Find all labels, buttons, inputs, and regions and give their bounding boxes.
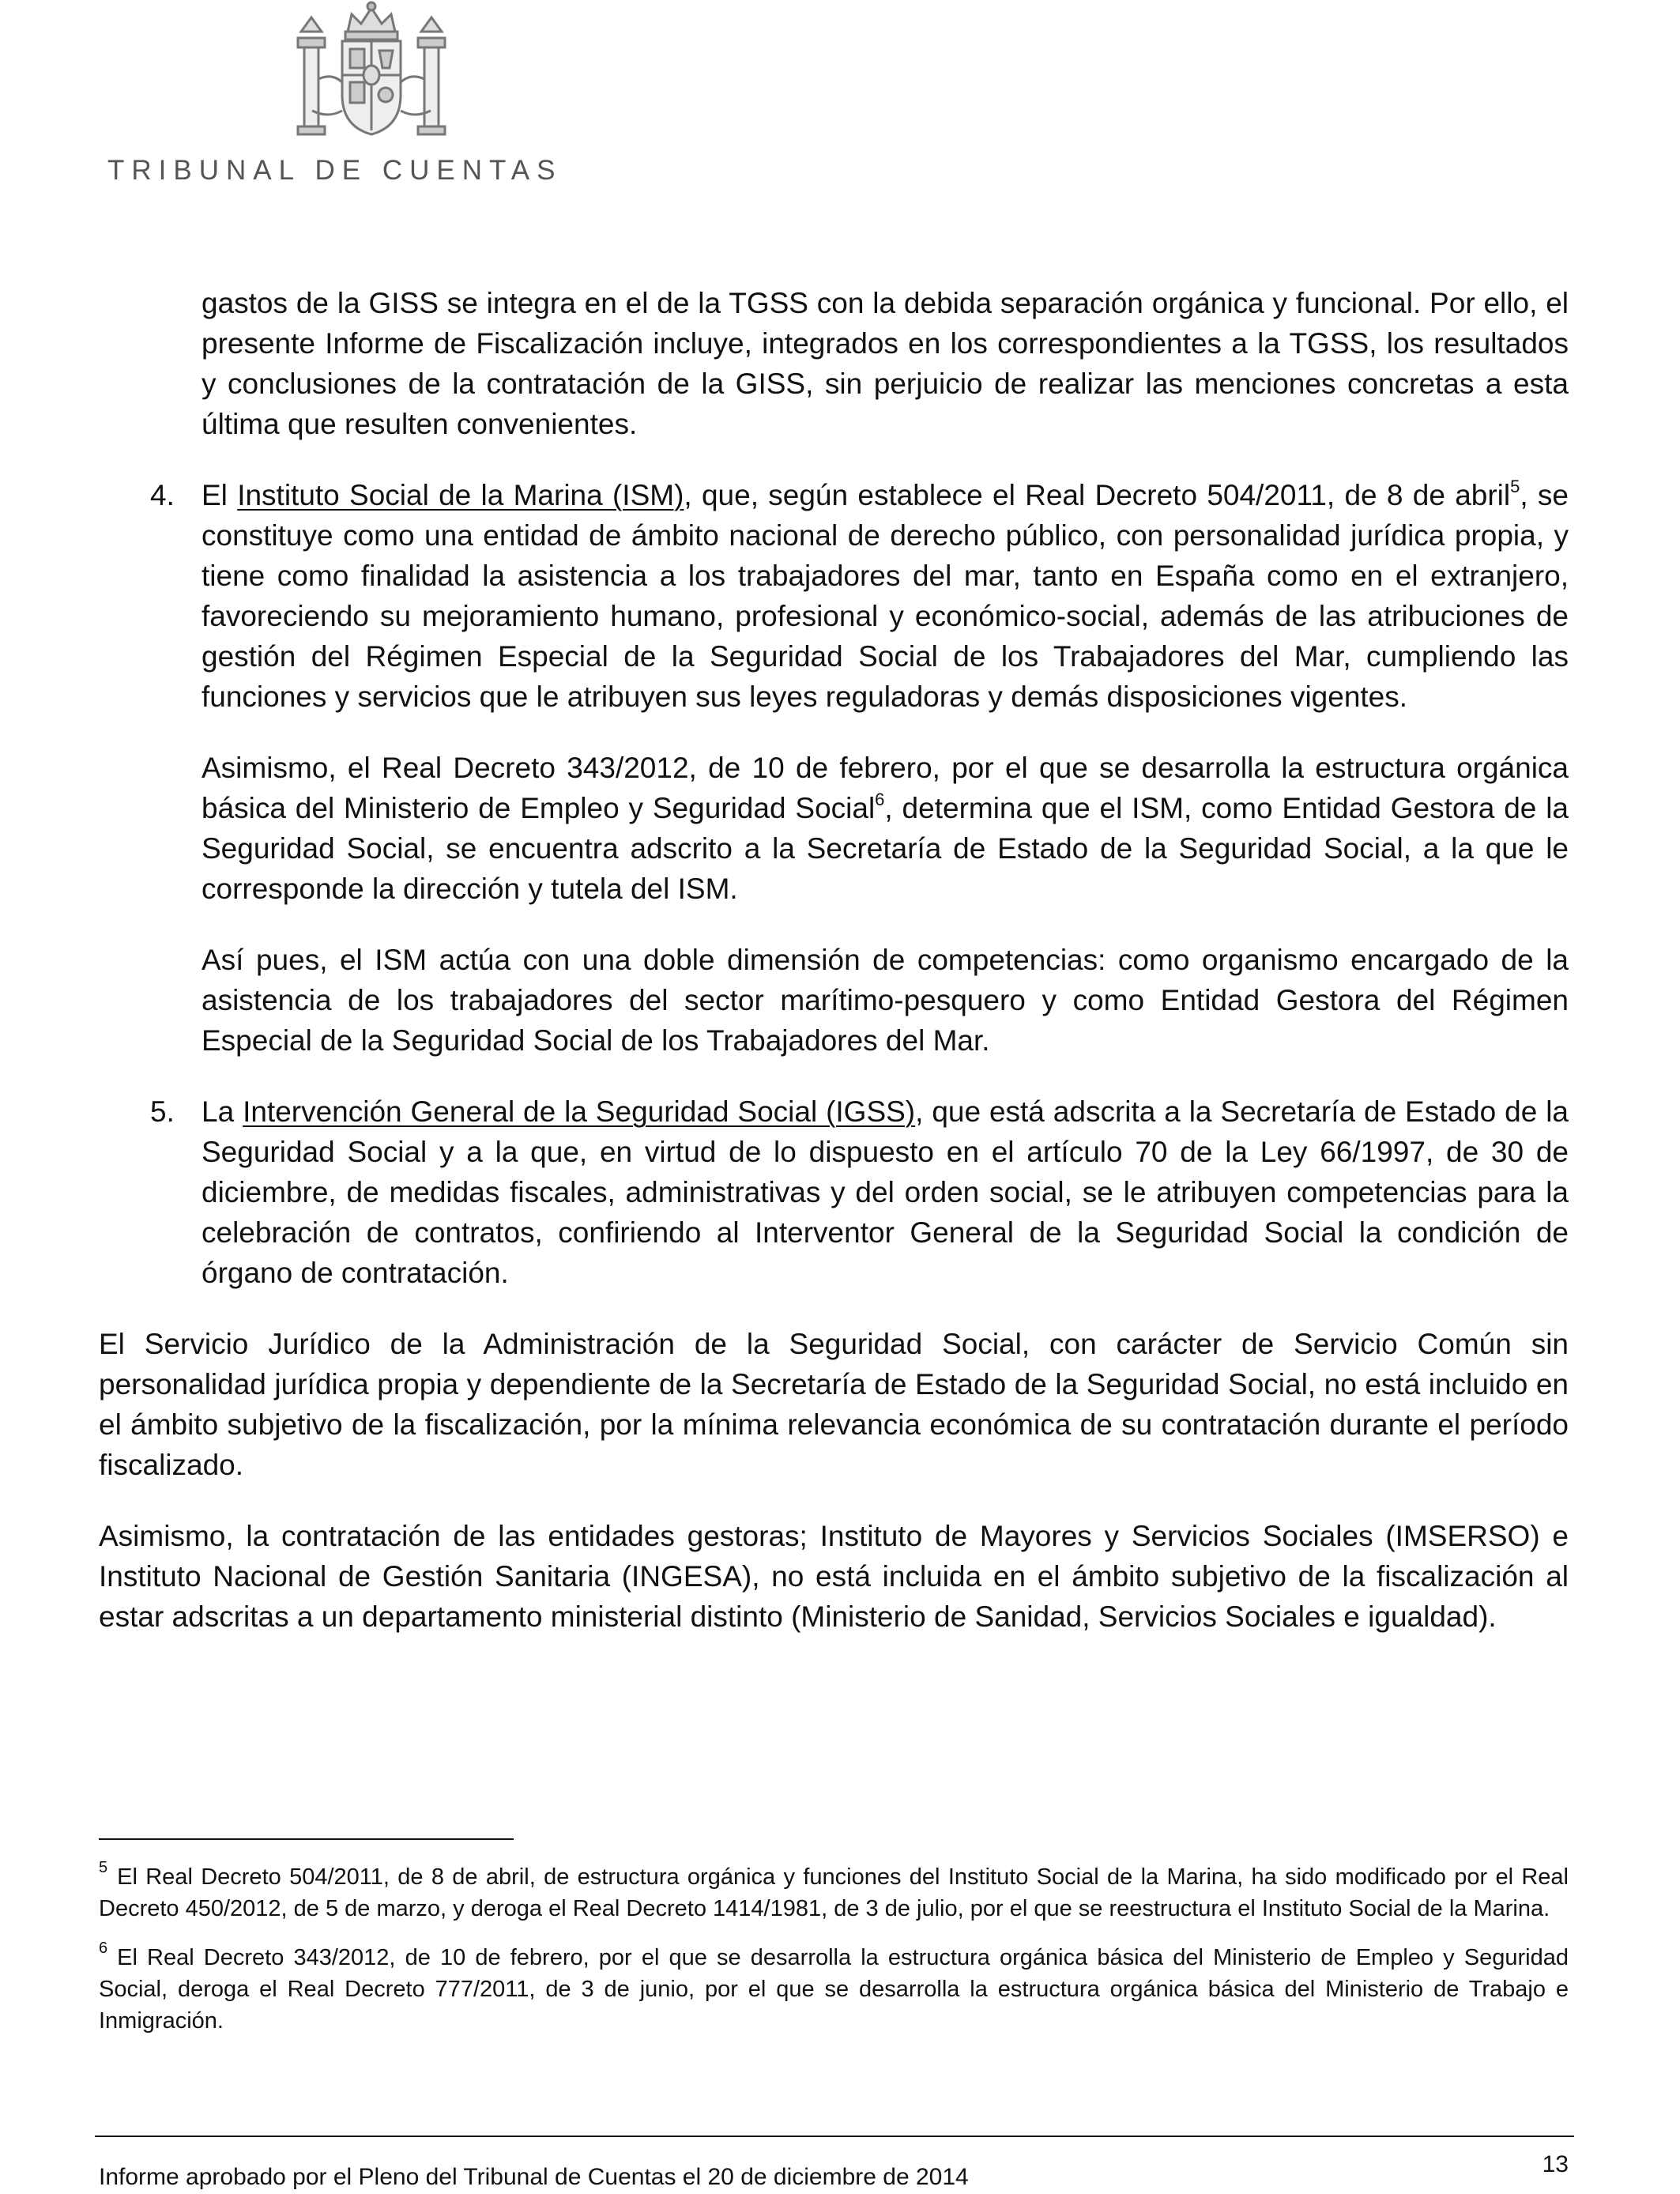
footnote-mark: 6 — [99, 1940, 108, 1958]
entity-name-ism: Instituto Social de la Marina (ISM) — [237, 479, 684, 511]
footer-text: Informe aprobado por el Pleno del Tribunal de Cuentas el 20 de diciembre de 2014 — [99, 2164, 969, 2190]
paragraph-ism-dimension: Así pues, el ISM actúa con una doble dimensión de competencias: como organismo encargado de la asistencia de los trabajadores del sector marítimo-pesquero y como Entidad Gestora del Régimen Especial de la Seguridad Social de los Trabajadores del Mar. — [202, 944, 1569, 1057]
org-name: TRIBUNAL DE CUENTAS — [107, 155, 563, 186]
footnote-ref: 6 — [875, 789, 885, 809]
footnote-ref: 5 — [1510, 476, 1520, 496]
text-run: Asimismo, el Real Decreto 343/2012, de 10 de febrero, por el que se desarrolla la estructura orgánica básica del Ministerio de Empleo y Seguridad Social — [202, 752, 1569, 824]
document-body — [99, 283, 1569, 1637]
paragraph-ism-adscripcion — [202, 748, 1569, 909]
footnote-mark: 5 — [99, 1859, 108, 1877]
text-run: , determina que el ISM, como Entidad Gestora de la Seguridad Social, se encuentra adscrito a la Secretaría de Estado de la Seguridad Social, a la que le corresponde la dirección y tutela del ISM. — [202, 792, 1569, 905]
paragraph-servicio-juridico: El Servicio Jurídico de la Administración de la Seguridad Social, con carácter de Servicio Común sin personalidad jurídica propia y dependiente de la Secretaría de Estado de la Seguridad Social, no está incluido en el ámbito subjetivo de la fiscalización, por la mínima relevancia económica de su contratación durante el período fiscalizado. — [99, 1328, 1569, 1481]
list-item-5 — [150, 1091, 1569, 1293]
coat-of-arms-of-spain-icon — [257, 0, 486, 142]
entity-name-igss: Intervención General de la Seguridad Social (IGSS) — [243, 1095, 916, 1128]
text-run: La — [202, 1095, 243, 1128]
text-run: , se constituye como una entidad de ámbito nacional de derecho público, con personalidad jurídica propia, y tiene como finalidad la asistencia a los trabajadores del mar, tanto en España como en el extranjero, favoreciendo su mejoramiento humano, profesional y económico-social, además de las atribuciones de gestión del Régimen Especial de la Seguridad Social de los Trabajadores del Mar, cumpliendo las funciones y servicios que le atribuyen sus leyes reguladoras y demás disposiciones vigentes. — [202, 479, 1569, 713]
page-header — [95, 0, 569, 190]
text-run: , que, según establece el Real Decreto 504/2011, de 8 de abril — [684, 479, 1511, 511]
footnote-text: El Real Decreto 504/2011, de 8 de abril, de estructura orgánica y funciones del Instituto Social de la Marina, ha sido modificado por el Real Decreto 450/2012, de 5 de marzo, y deroga el Real Decreto 1414/1981, de 3 de julio, por el que se reestructura el Instituto Social de la Marina. — [99, 1864, 1569, 1921]
page-number: 13 — [1542, 2151, 1569, 2177]
list-number: 4. — [150, 479, 175, 511]
footnote-text: El Real Decreto 343/2012, de 10 de febrero, por el que se desarrolla la estructura orgánica básica del Ministerio de Empleo y Seguridad Social, deroga el Real Decreto 777/2011, de 3 de junio, por el que se desarrolla la estructura orgánica básica del Ministerio de Trabajo e Inmigración. — [99, 1945, 1569, 2034]
list-item-4 — [150, 475, 1569, 717]
footnote-5 — [99, 1861, 1569, 1924]
footnote-6 — [99, 1942, 1569, 2037]
footnotes — [99, 1861, 1569, 2037]
footer-separator — [95, 2136, 1574, 2137]
paragraph-intro: gastos de la GISS se integra en el de la TGSS con la debida separación orgánica y funcional. Por ello, el presente Informe de Fiscalización incluye, integrados en los correspondientes a la TGSS, los resultados y conclusiones de la contratación de la GISS, sin perjuicio de realizar las menciones concretas a esta última que resulten convenientes. — [202, 287, 1569, 440]
text-run: , que está adscrita a la Secretaría de Estado de la Seguridad Social y a la que, en virtud de lo dispuesto en el artículo 70 de la Ley 66/1997, de 30 de diciembre, de medidas fiscales, administrativas y del orden social, se le atribuyen competencias para la celebración de contratos, confiriendo al Interventor General de la Seguridad Social la condición de órgano de contratación. — [202, 1095, 1569, 1289]
paragraph-imserso: Asimismo, la contratación de las entidades gestoras; Instituto de Mayores y Servicios Sociales (IMSERSO) e Instituto Nacional de Gestión Sanitaria (INGESA), no está incluida en el ámbito subjetivo de la fiscalización al estar adscritas a un departamento ministerial distinto (Ministerio de Sanidad, Servicios Sociales e igualdad). — [99, 1520, 1569, 1633]
text-run: El — [202, 479, 238, 511]
footnote-separator — [99, 1838, 514, 1840]
list-number: 5. — [150, 1095, 175, 1128]
